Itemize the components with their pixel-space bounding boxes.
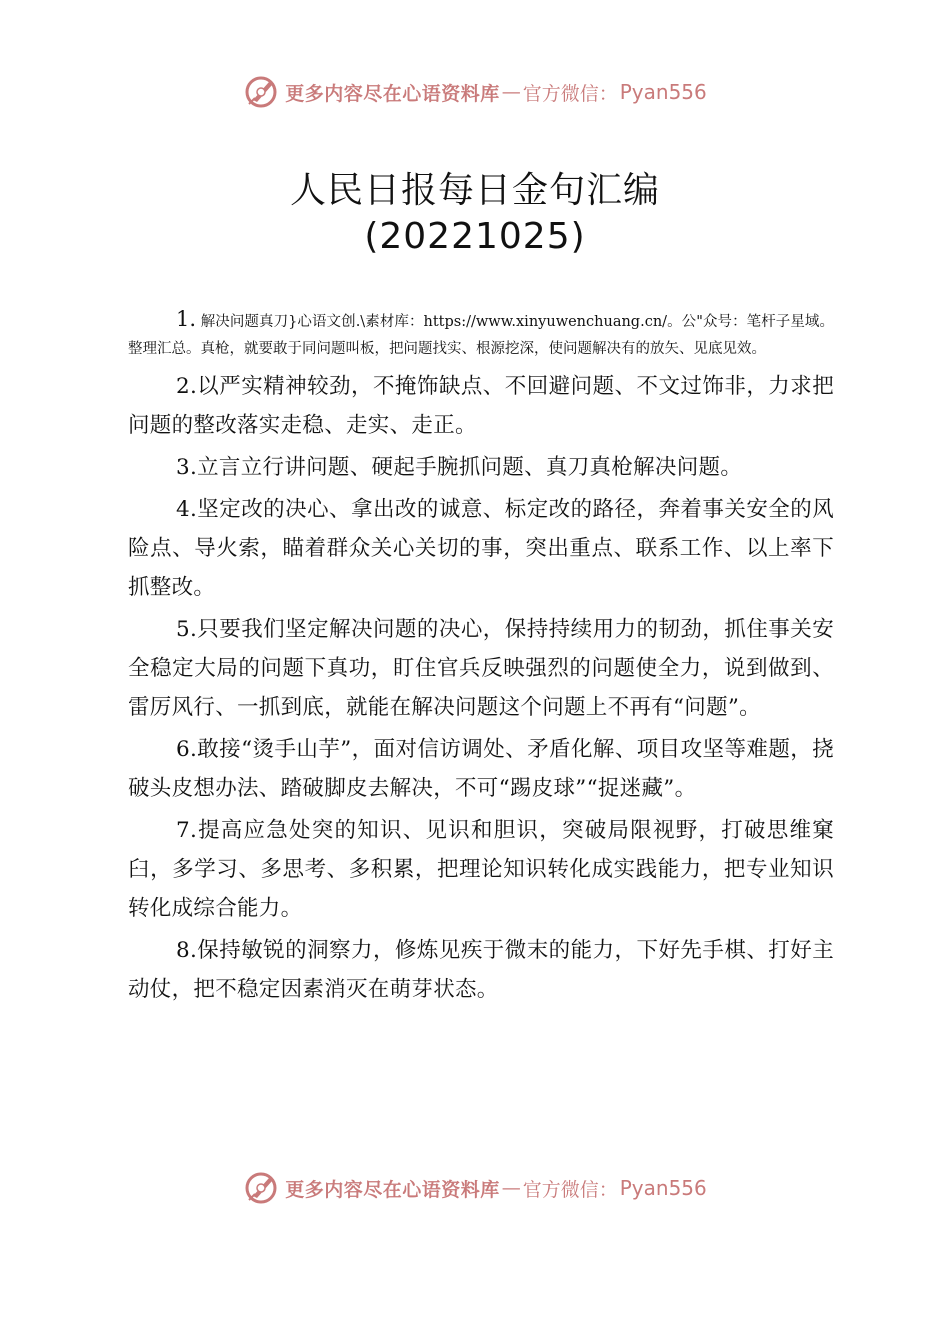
article-body xyxy=(128,306,834,1012)
item-number: 2. xyxy=(176,374,198,399)
page-title xyxy=(0,168,950,260)
list-item xyxy=(128,610,834,727)
list-item xyxy=(128,306,834,363)
item-text: 坚定改的决心、拿出改的诚意、标定改的路径，奔着事关安全的风险点、导火索，瞄着群众关心关切的事，突出重点、联系工作、以上率下抓整改。 xyxy=(128,497,834,600)
banner-text: 更多内容尽在心语资料库 xyxy=(285,82,500,105)
list-item xyxy=(128,490,834,607)
banner-dash: — xyxy=(501,81,521,103)
item-number: 1. xyxy=(176,307,197,331)
item-number: 4. xyxy=(176,497,198,522)
item-number: 7. xyxy=(176,818,198,843)
banner-wechat-id: Pyan556 xyxy=(619,1176,707,1200)
item-number: 8. xyxy=(176,938,198,963)
item-text: 敢接“烫手山芋”，面对信访调处、矛盾化解、项目攻坚等难题，挠破头皮想办法、踏破脚皮去解决，不可“踢皮球”“捉迷藏”。 xyxy=(128,737,834,801)
banner-dash: — xyxy=(501,1177,521,1199)
logo-icon xyxy=(243,1170,279,1206)
list-item xyxy=(128,367,834,445)
item-text: 只要我们坚定解决问题的决心，保持持续用力的韧劲，抓住事关安全稳定大局的问题下真功，盯住官兵反映强烈的问题使全力，说到做到、雷厉风行、一抓到底，就能在解决问题这个问题上不再有“问题”。 xyxy=(128,617,834,720)
banner-wechat-id: Pyan556 xyxy=(619,80,707,104)
item-number: 3. xyxy=(176,455,198,480)
footer-banner xyxy=(0,1166,950,1210)
banner-wechat-label: 官方微信： xyxy=(522,1178,618,1201)
item-text: 保持敏锐的洞察力，修炼见疾于微末的能力，下好先手棋、打好主动仗，把不稳定因素消灭在萌芽状态。 xyxy=(128,938,834,1002)
item-text: 提高应急处突的知识、见识和胆识，突破局限视野，打破思维窠臼，多学习、多思考、多积累，把理论知识转化成实践能力，把专业知识转化成综合能力。 xyxy=(128,818,834,921)
list-item xyxy=(128,730,834,808)
item-text: 以严实精神较劲，不掩饰缺点、不回避问题、不文过饰非，力求把问题的整改落实走稳、走实、走正。 xyxy=(128,374,834,438)
title-date: (20221025) xyxy=(364,216,586,257)
list-item xyxy=(128,931,834,1009)
list-item xyxy=(128,448,834,487)
logo-icon xyxy=(243,74,279,110)
list-item xyxy=(128,811,834,928)
item-number: 5. xyxy=(176,617,198,642)
banner-text: 更多内容尽在心语资料库 xyxy=(285,1178,500,1201)
item-text: 立言立行讲问题、硬起手腕抓问题、真刀真枪解决问题。 xyxy=(197,455,743,480)
banner-wechat-label: 官方微信： xyxy=(522,82,618,105)
item-number: 6. xyxy=(176,737,198,762)
header-banner xyxy=(0,70,950,114)
item-text: 解决问题真刀}心语文创.\素材库：https://www.xinyuwenchuang.cn/。公"众号：笔杆子星域。整理汇总。真枪，就要敢于同问题叫板，把问题找实、根源挖深，使问题解决有的放矢、见底见效。 xyxy=(128,314,835,357)
title-main: 人民日报每日金句汇编 xyxy=(289,170,660,211)
